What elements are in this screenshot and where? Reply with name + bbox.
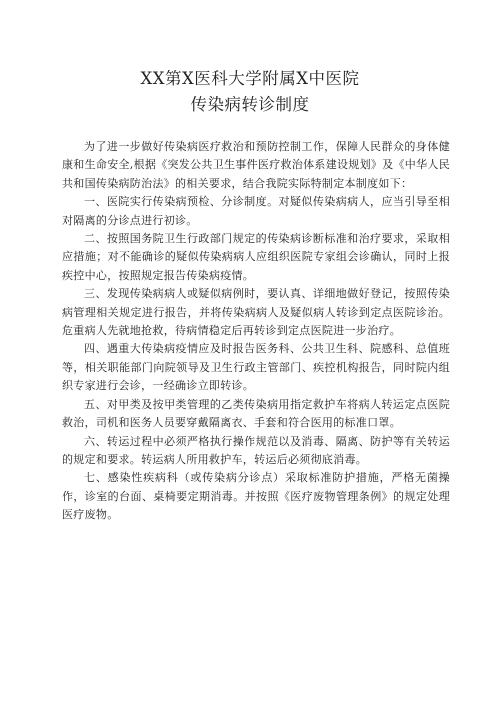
document-title: 传染病转诊制度	[190, 95, 310, 114]
intro-paragraph: 为了进一步做好传染病医疗救治和预防控制工作，保障人民群众的身体健康和生命安全,根据《突发公共卫生事件医疗救治体系建设规划》及《中华人民共和国传染病防治法》的相关要求，结合我院实际特制定本制度如下：	[62, 140, 450, 190]
document-body	[62, 138, 450, 525]
clause-4-paragraph: 四、遇重大传染病疫情应及时报告医务科、公共卫生科、院感科、总值班等，相关职能部门向院领导及卫生行政主管部门、疾控机构报告，同时院内组织专家进行会诊，一经确诊立即转诊。	[62, 342, 450, 393]
clause-6-paragraph: 六、转运过程中必须严格执行操作规范以及消毒、隔离、防护等有关转运的规定和要求。转运病人所用救护车，转运后必须彻底消毒。	[62, 434, 450, 466]
clause-5-paragraph: 五、对甲类及按甲类管理的乙类传染病用指定救护车将病人转运定点医院救治，司机和医务人员要穿戴隔离衣、手套和符合医用的标准口罩。	[62, 397, 450, 430]
clause-7-paragraph: 七、感染性疾病科（或传染病分诊点）采取标准防护措施，严格无菌操作，诊室的台面、桌椅要定期消毒。并按照《医疗废物管理条例》的规定处理医疗废物。	[62, 471, 450, 522]
clause-2-paragraph: 二、按照国务院卫生行政部门规定的传染病诊断标准和治疗要求，采取相应措施；对不能确诊的疑似传染病病人应组织医院专家组会诊确认，同时上报疾控中心，按照规定报告传染病疫情。	[62, 232, 450, 282]
clause-1-paragraph: 一、医院实行传染病预检、分诊制度。对疑似传染病病人，应当引导至相对隔离的分诊点进行初诊。	[62, 195, 450, 227]
clause-3-paragraph: 三、发现传染病病人或疑似病例时，要认真、详细地做好登记，按照传染病管理相关规定进行报告，并将传染病病人及疑似病人转诊到定点医院诊治。危重病人先就地抢救，待病情稳定后再转诊到定点医院进一步治疗。	[62, 287, 450, 338]
hospital-name-title: XX第X医科大学附属X中医院	[140, 69, 360, 88]
